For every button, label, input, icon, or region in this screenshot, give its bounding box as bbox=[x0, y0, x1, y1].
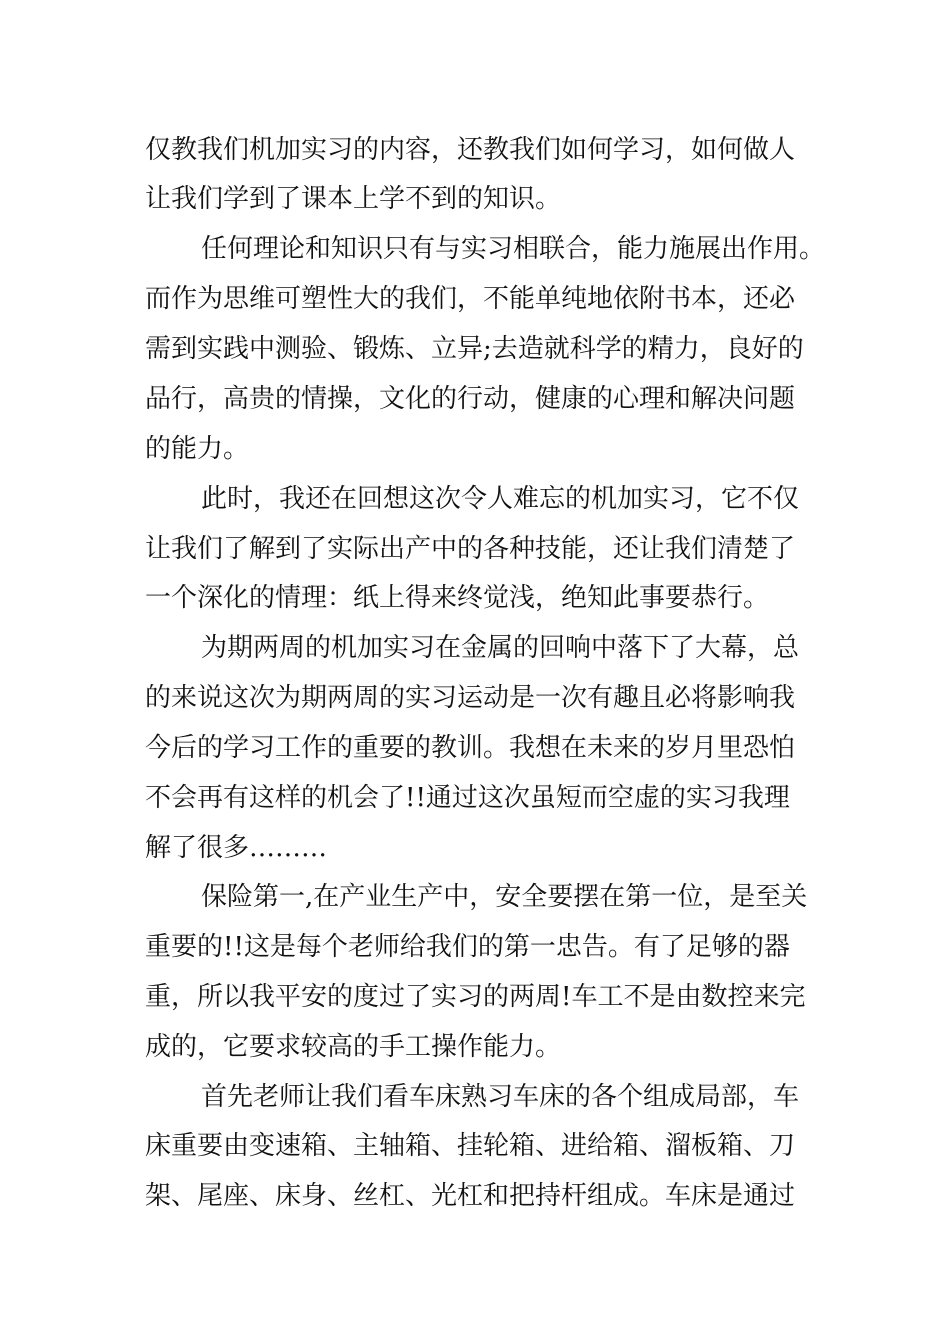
text-line: 的来说这次为期两周的实习运动是一次有趣且必将影响我 bbox=[145, 683, 796, 713]
text-line: 重要的!!这是每个老师给我们的第一忠告。有了足够的器 bbox=[145, 932, 790, 962]
text-line: 架、尾座、床身、丝杠、光杠和把持杆组成。车床是通过 bbox=[145, 1181, 796, 1211]
text-line: 让我们学到了课本上学不到的知识。 bbox=[145, 184, 562, 214]
paragraph-first-line: 此时，我还在回想这次令人难忘的机加实习，它不仅 bbox=[201, 484, 800, 514]
text-line: 让我们了解到了实际出产中的各种技能，还让我们清楚了 bbox=[145, 534, 796, 564]
text-line: 仅教我们机加实习的内容，还教我们如何学习，如何做人 bbox=[145, 135, 796, 165]
paragraph-first-line: 首先老师让我们看车床熟习车床的各个组成局部，车 bbox=[201, 1082, 800, 1112]
text-line: 而作为思维可塑性大的我们，不能单纯地依附书本，还必 bbox=[145, 284, 796, 314]
text-line: 品行，高贵的情操，文化的行动，健康的心理和解决问题 bbox=[145, 384, 796, 414]
paragraph-first-line: 为期两周的机加实习在金属的回响中落下了大幕，总 bbox=[201, 633, 800, 663]
text-line: 重，所以我平安的度过了实习的两周!车工不是由数控来完 bbox=[145, 982, 806, 1012]
text-line: 今后的学习工作的重要的教训。我想在未来的岁月里恐怕 bbox=[145, 733, 796, 763]
text-line: 床重要由变速箱、主轴箱、挂轮箱、进给箱、溜板箱、刀 bbox=[145, 1131, 796, 1161]
text-line: 一个深化的情理：纸上得来终觉浅，绝知此事要恭行。 bbox=[145, 583, 770, 613]
text-line: 需到实践中测验、锻炼、立异;去造就科学的精力，良好的 bbox=[145, 334, 804, 364]
paragraph-first-line: 任何理论和知识只有与实习相联合，能力施展出作用。 bbox=[201, 234, 826, 264]
text-line: 不会再有这样的机会了!!通过这次虽短而空虚的实习我理 bbox=[145, 783, 790, 813]
paragraph-first-line: 保险第一,在产业生产中，安全要摆在第一位，是至关 bbox=[201, 882, 808, 912]
text-line: 解了很多……… bbox=[145, 833, 328, 863]
text-line: 的能力。 bbox=[145, 434, 250, 464]
text-line: 成的，它要求较高的手工操作能力。 bbox=[145, 1032, 562, 1062]
